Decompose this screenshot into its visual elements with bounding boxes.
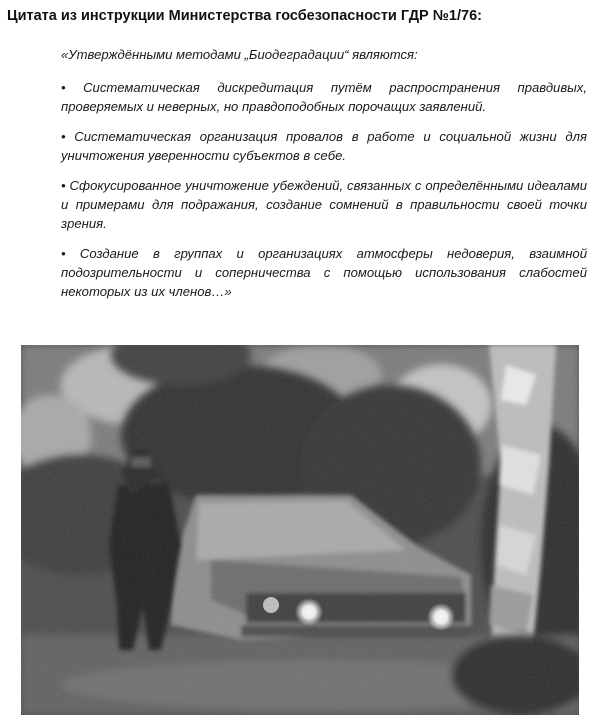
quote-item: • Систематическая дискредитация путём распространения правдивых, проверяемых и неверных, но правдоподобных порочащих заявлений. — [61, 80, 587, 114]
document-title: Цитата из инструкции Министерства госбезопасности ГДР №1/76: — [7, 8, 482, 24]
quote-block — [61, 45, 587, 312]
quote-item: • Сфокусированное уничтожение убеждений, связанных с определёнными идеалами и примерами для подражания, создание сомнений в правильности своей точки зрения. — [61, 178, 587, 231]
quote-intro: «Утверждёнными методами „Биодеградации“ являются: — [61, 47, 418, 62]
surveillance-photo — [21, 345, 579, 715]
quote-item: • Создание в группах и организациях атмосферы недоверия, взаимной подозрительности и соперничества с помощью использования слабостей некоторых из их членов…» — [61, 246, 587, 299]
quote-item: • Систематическая организация провалов в работе и социальной жизни для уничтожения уверенности субъектов в себе. — [61, 129, 587, 163]
